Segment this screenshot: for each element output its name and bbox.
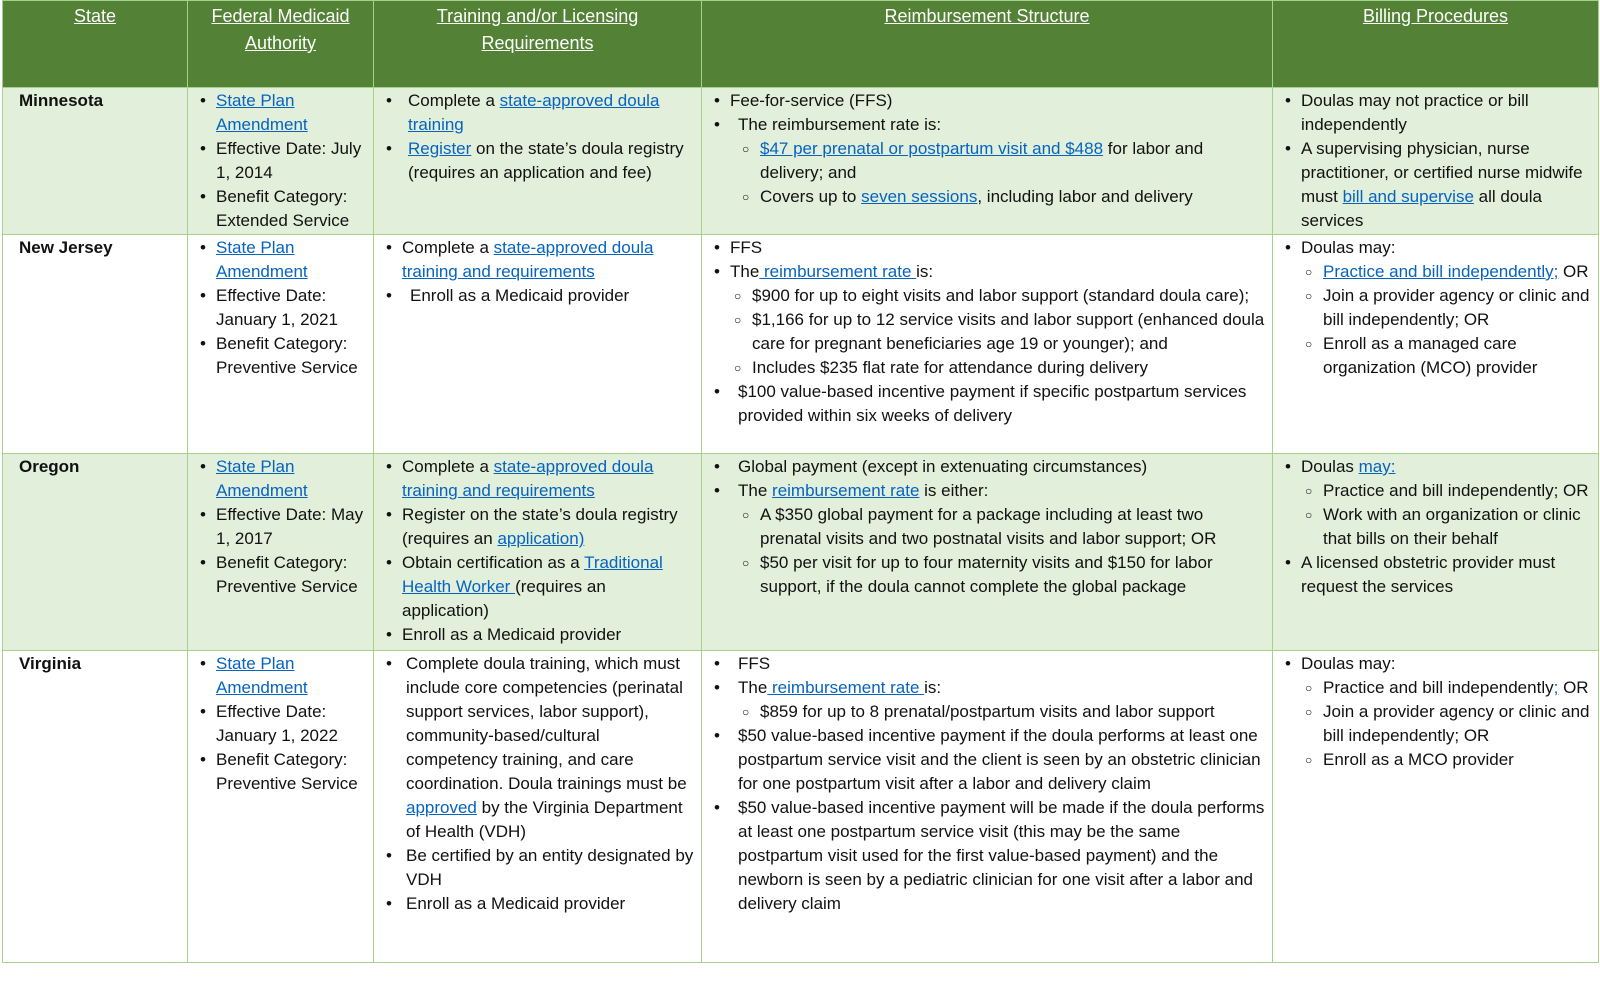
state-plan-amendment-link[interactable]: State Plan Amendment [216, 238, 308, 281]
state-plan-amendment-link[interactable]: State Plan Amendment [216, 91, 308, 134]
header-reimbursement: Reimbursement Structure [702, 1, 1273, 88]
effective-date: • Effective Date: May 1, 2017 [216, 503, 367, 551]
state-plan-amendment-link[interactable]: State Plan Amendment [216, 654, 308, 697]
register-link[interactable]: Register [408, 139, 472, 158]
authority-cell [188, 235, 374, 454]
header-state: State [3, 1, 188, 88]
reimbursement-rate-link[interactable]: reimbursement rate [767, 678, 925, 697]
row-oregon [3, 454, 1599, 651]
billing-cell: • Doulas may: ○ Practice and bill independently; OR ○ Join a provider agency or clinic and bill independently; OR ○ Enroll as a MCO provider [1273, 651, 1599, 963]
application-link[interactable]: application) [497, 529, 585, 548]
seven-sessions-link[interactable]: seven sessions [861, 187, 978, 206]
row-new-jersey [3, 235, 1599, 454]
benefit-category: • Benefit Category: Preventive Service [216, 551, 367, 599]
effective-date: • Effective Date: July 1, 2014 [216, 137, 367, 185]
benefit-category: • Benefit Category: Preventive Service [216, 748, 367, 796]
benefit-category: • Benefit Category: Extended Service [216, 185, 367, 233]
semicolon-link[interactable]: ; [1553, 678, 1559, 697]
doula-training-link[interactable]: state-approved doula training and requirements [402, 238, 654, 281]
billing-cell: • Doulas may: ○ Practice and bill independently; OR ○ Join a provider agency or clinic and bill independently; OR ○ Enroll as a managed care organization (MCO) provider [1273, 235, 1599, 454]
reimbursement-rate-link[interactable]: reimbursement rate [772, 481, 920, 500]
reimbursement-cell: • Global payment (except in extenuating circumstances) • The reimbursement rate is either: ○ A $350 global payment for a package including at least two prenatal visits and two postnatal visits and labor support; OR ○ $50 per visit for up to four maternity visits and $150 for labor support, if the doula cannot complete the global package [702, 454, 1273, 651]
traditional-health-worker-link[interactable]: Traditional Health Worker [402, 553, 663, 596]
approved-link[interactable]: approved [406, 798, 477, 817]
reimbursement-cell: • FFS • The reimbursement rate is: ○ $900 for up to eight visits and labor support (standard doula care); ○ $1,166 for up to 12 service visits and labor support (enhanced doula care for pregnant beneficiaries age 19 or younger); and ○ Includes $235 flat rate for attendance during delivery • $100 value-based incentive payment if specific postpartum services provided within six weeks of delivery [702, 235, 1273, 454]
reimbursement-rate-link[interactable]: reimbursement rate [759, 262, 917, 281]
authority-cell [188, 454, 374, 651]
training-cell: • Complete doula training, which must include core competencies (perinatal support services, labor support), community-based/cultural competency training, and care coordination. Doula trainings must be approved by the Virginia Department of Health (VDH) • Be certified by an entity designated by VDH • Enroll as a Medicaid provider [374, 651, 702, 963]
state-name: Virginia [3, 651, 188, 963]
practice-independently-link[interactable]: Practice and bill independently; [1323, 262, 1559, 281]
doula-medicaid-table [2, 0, 1599, 963]
row-minnesota [3, 88, 1599, 235]
reimbursement-cell: • Fee-for-service (FFS) • The reimbursement rate is: ○ $47 per prenatal or postpartum visit and $488 for labor and delivery; and ○ Covers up to seven sessions, including labor and delivery [702, 88, 1273, 235]
training-cell: • Complete a state-approved doula training • Register on the state’s doula registry (requires an application and fee) [374, 88, 702, 235]
doula-training-link[interactable]: state-approved doula training [408, 91, 660, 134]
state-plan-amendment-link[interactable]: State Plan Amendment [216, 457, 308, 500]
state-name: New Jersey [3, 235, 188, 454]
header-authority: Federal Medicaid Authority [188, 1, 374, 88]
header-billing: Billing Procedures [1273, 1, 1599, 88]
training-cell: • Complete a state-approved doula training and requirements • Enroll as a Medicaid provider [374, 235, 702, 454]
billing-cell: • Doulas may: ○ Practice and bill independently; OR ○ Work with an organization or clinic that bills on their behalf • A licensed obstetric provider must request the services [1273, 454, 1599, 651]
training-cell: • Complete a state-approved doula training and requirements • Register on the state’s doula registry (requires an application) • Obtain certification as a Traditional Health Worker (requires an application) • Enroll as a Medicaid provider [374, 454, 702, 651]
rate-link[interactable]: $47 per prenatal or postpartum visit and $488 [760, 139, 1104, 158]
bill-supervise-link[interactable]: bill and supervise [1342, 187, 1474, 206]
row-virginia [3, 651, 1599, 963]
doulas-may-link[interactable]: may: [1358, 457, 1396, 476]
doula-training-link[interactable]: state-approved doula training and requirements [402, 457, 654, 500]
header-training: Training and/or Licensing Requirements [374, 1, 702, 88]
reimbursement-cell: • FFS • The reimbursement rate is: ○ $859 for up to 8 prenatal/postpartum visits and labor support • $50 value-based incentive payment if the doula performs at least one postpartum service visit and the client is seen by an obstetric clinician for one postpartum visit after a labor and delivery claim • $50 value-based incentive payment will be made if the doula performs at least one postpartum service visit (this may be the same postpartum visit used for the first value-based payment) and the newborn is seen by a pediatric clinician for one visit after a labor and delivery claim [702, 651, 1273, 963]
benefit-category: • Benefit Category: Preventive Service [216, 332, 367, 380]
state-name: Oregon [3, 454, 188, 651]
authority-cell [188, 651, 374, 963]
state-name: Minnesota [3, 88, 188, 235]
effective-date: • Effective Date: January 1, 2021 [216, 284, 367, 332]
header-row [3, 1, 1599, 88]
authority-cell [188, 88, 374, 235]
billing-cell: • Doulas may not practice or bill independently • A supervising physician, nurse practitioner, or certified nurse midwife must bill and supervise all doula services [1273, 88, 1599, 235]
effective-date: • Effective Date: January 1, 2022 [216, 700, 367, 748]
